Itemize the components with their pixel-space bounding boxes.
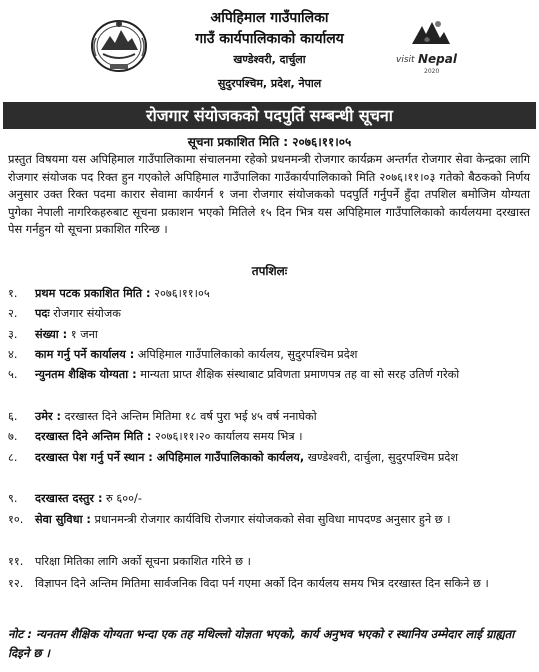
visit-nepal-logo-icon: [392, 14, 464, 80]
item-label: दरखास्त दिने अन्तिम मिति :: [35, 430, 152, 443]
item-number: ३.: [8, 328, 18, 341]
item-text: खण्डेश्वरी, दार्चुला, सुदुरपश्चिम प्रदेश: [304, 451, 459, 464]
item-text: रु ६००/-: [102, 492, 142, 505]
logo-visit-text: visit: [396, 55, 415, 65]
item-label: पदः: [35, 307, 50, 320]
item-text: २०७६।११।२० कार्यालय समय भित्र ।: [151, 430, 303, 443]
item-number: ६.: [8, 410, 18, 423]
detail-item: [8, 326, 532, 343]
letterhead: [0, 0, 539, 100]
item-label: सेवा सुविधा :: [35, 513, 91, 526]
detail-item: [8, 285, 532, 302]
detail-item: [8, 575, 532, 592]
item-number: १.: [8, 287, 18, 300]
detail-item: [8, 346, 532, 363]
item-number: ९.: [8, 492, 18, 505]
item-text: अपिहिमाल गाउँपालिकाको कार्यलय, सुदुरपश्चिम प्रदेश: [134, 348, 358, 361]
item-label: उमेर :: [35, 410, 62, 423]
detail-item: [8, 408, 532, 425]
item-label: संख्या :: [35, 328, 68, 341]
detail-item: [8, 305, 532, 322]
item-text: १ जना: [67, 328, 98, 341]
item-text: परिक्षा मितिका लागि अर्को सूचना प्रकाशित गरिने छ ।: [35, 555, 251, 568]
item-label: दरखास्त दस्तुर :: [35, 492, 103, 505]
published-date: सूचना प्रकाशित मिति : २०७६।११।०५: [187, 135, 352, 149]
logo-nepal-text: Nepal: [418, 52, 457, 66]
office-name: गाउँ कार्यपालिकाको कार्यालय: [195, 31, 344, 47]
detail-item: [8, 490, 532, 507]
item-number: १२.: [8, 577, 24, 590]
province-country: सुदुरपश्चिम, प्रदेश, नेपाल: [217, 77, 322, 90]
item-text: २०७६।११।०५: [150, 287, 210, 300]
item-text: दरखास्त दिने अन्तिम मितिमा १८ वर्ष पुरा भई ४५ वर्ष ननाघेको: [61, 410, 317, 423]
item-number: १०.: [8, 513, 24, 526]
item-text: प्रधानमन्त्री रोजगार कार्यविधि रोजगार संयोजकको सेवा सुविधा मापदण्ड अनुसार हुने छ ।: [90, 513, 451, 526]
item-text: विज्ञापन दिने अन्तिम मितिमा सार्वजनिक विदा पर्न गएमा अर्को दिन कार्यलय समय भित्र दरखास्त दिन सकिने छ ।: [35, 577, 489, 590]
item-label: न्युनतम शैक्षिक योग्यता :: [35, 368, 137, 381]
item-number: ८.: [8, 451, 18, 464]
item-label: काम गर्नु पर्ने कार्यालय :: [35, 348, 135, 361]
item-number: ११.: [8, 555, 24, 568]
item-number: २.: [8, 307, 18, 320]
logo-year-text: 2020: [424, 68, 440, 75]
item-number: ४.: [8, 348, 18, 361]
detail-item: [8, 553, 532, 570]
detail-item: [8, 449, 532, 466]
item-label: दरखास्त पेश गर्नु पर्ने स्थान : अपिहिमाल गाउँपालिकाको कार्यलय,: [35, 451, 305, 464]
item-number: ५.: [8, 368, 18, 381]
item-text: मान्यता प्राप्त शैक्षिक संस्थाबाट प्रविणता प्रमाणपत्र तह वा सो सरह उतिर्ण गरेको: [136, 368, 460, 381]
municipality-name: अपिहिमाल गाउँपालिका: [210, 10, 329, 26]
detail-item: [8, 428, 532, 445]
detail-item: [8, 366, 532, 383]
detail-item: [8, 511, 532, 528]
office-location: खण्डेश्वरी, दार्चुला: [233, 53, 306, 66]
notice-title-banner: रोजगार संयोजकको पदपुर्ति सम्बन्धी सूचना: [3, 102, 536, 129]
details-heading: तपशिलः: [251, 264, 288, 278]
item-label: प्रथम पटक प्रकाशित मिति :: [35, 287, 151, 300]
item-text: रोजगार संयोजक: [49, 307, 121, 320]
item-number: ७.: [8, 430, 18, 443]
intro-paragraph: प्रस्तुत विषयमा यस अपिहिमाल गाउँपालिकामा संचालनमा रहेको प्रधनमन्त्री रोजगार कार्यक्रम अन्तर्गत रोजगार सेवा केन्द्रका लागि रोजगार संयोजक पद रिक्त हुन गएकोले अपिहिमाल गाउँपालिका गाउँकार्यपालिकाको मिति २०७६।११।०३ गतेको बैठकको निर्णय अनुसार उक्त रिक्त पदमा कारार सेवामा कार्यगर्न १ जना रोजगार संयोजकको पदपुर्ति गर्नुपर्ने हुँदा तपशिल बमोजिम योग्यता पुगेका नेपाली नागरिकहरुबाट सूचना प्रकाशन भएको मितिले १५ दिन भित्र यस अपिहिमाल गाउँपालिकाको कार्यलयमा दरखास्त पेस गर्नहुन यो सूचना प्रकाशित गरिन्छ ।: [8, 152, 530, 236]
note-text: नोट : न्यनतम शैक्षिक योग्यता भन्दा एक तह मथिल्लो योज्ञता भएको, कार्य अनुभव भएको र स्थानिय उम्मेदार लाई ग्राह्यता दिइने छ ।: [8, 627, 515, 660]
